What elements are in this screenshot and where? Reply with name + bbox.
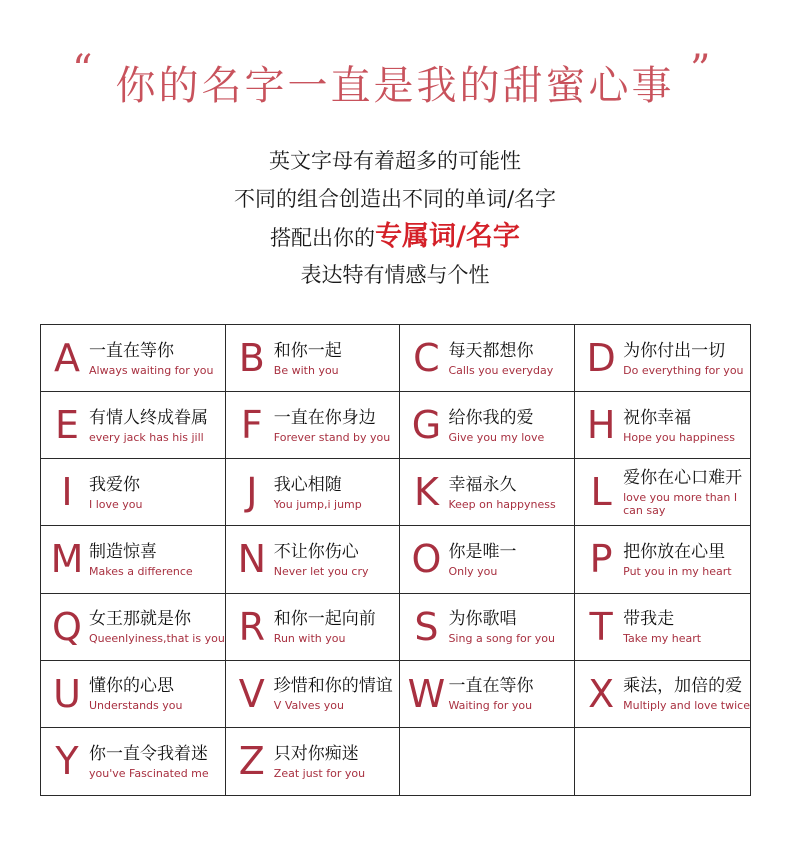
meaning-english: Hope you happiness	[623, 430, 736, 444]
meaning-english: Only you	[448, 564, 498, 578]
meaning-english: Multiply and love twice	[623, 699, 750, 713]
letter-cell-n	[226, 526, 401, 593]
meaning-chinese: 我心相随	[273, 474, 342, 495]
meaning-english: every jack has his jill	[89, 430, 204, 444]
meaning-chinese: 珍惜和你的情谊	[273, 676, 393, 697]
meaning-english: love you more than I can say	[623, 491, 738, 518]
page-title: 你的名字一直是我的甜蜜心事	[115, 63, 675, 109]
letter-glyph: U	[53, 671, 81, 716]
meaning-chinese: 和你一起向前	[273, 609, 376, 630]
letter-glyph: F	[240, 403, 263, 448]
meaning-english: Take my heart	[623, 632, 702, 646]
letter-glyph: E	[54, 403, 79, 448]
letter-glyph: T	[589, 604, 613, 649]
meaning-chinese: 只对你痴迷	[273, 743, 359, 764]
letter-cell-e	[41, 392, 226, 459]
letter-glyph: D	[586, 336, 616, 381]
meaning-english: You jump,i jump	[273, 497, 362, 511]
letter-cell-b	[226, 325, 401, 392]
letter-cell-l	[575, 459, 750, 526]
letter-glyph: X	[588, 671, 615, 716]
letter-cell-g	[400, 392, 575, 459]
meaning-chinese: 给你我的爱	[448, 407, 534, 428]
meaning-chinese: 每天都想你	[448, 340, 534, 361]
meaning-chinese: 爱你在心口难开	[623, 468, 743, 489]
meaning-english: V Valves you	[273, 699, 345, 713]
meaning-english: Makes a difference	[89, 564, 193, 578]
letter-cell-i	[41, 459, 226, 526]
meaning-english: Never let you cry	[273, 564, 369, 578]
letter-cell-t	[575, 594, 750, 661]
letter-glyph: K	[413, 470, 439, 515]
letter-glyph: M	[50, 537, 84, 582]
letter-glyph: Z	[238, 739, 265, 784]
meaning-chinese: 为你歌唱	[448, 609, 517, 630]
meaning-chinese: 一直在你身边	[273, 407, 376, 428]
letter-cell-c	[400, 325, 575, 392]
empty-cell	[400, 728, 575, 795]
meaning-chinese: 幸福永久	[448, 474, 517, 495]
meaning-english: Zeat just for you	[273, 766, 366, 780]
letter-cell-s	[400, 594, 575, 661]
letter-cell-q	[41, 594, 226, 661]
letter-cell-d	[575, 325, 750, 392]
letter-glyph: P	[589, 537, 613, 582]
meaning-chinese: 制造惊喜	[89, 541, 157, 562]
letter-cell-x	[575, 661, 750, 728]
intro-line-3	[0, 218, 790, 256]
letter-glyph: Y	[55, 739, 79, 784]
letter-cell-p	[575, 526, 750, 593]
intro-line-4: 表达特有情感与个性	[300, 263, 490, 287]
letter-glyph: N	[237, 537, 267, 582]
meaning-english: Calls you everyday	[448, 363, 554, 377]
meaning-english: you've Fascinated me	[89, 766, 209, 780]
meaning-english: Sing a song for you	[448, 632, 555, 646]
letter-glyph: B	[238, 336, 265, 381]
letter-glyph: H	[586, 403, 616, 448]
meaning-chinese: 一直在等你	[89, 340, 174, 361]
meaning-english: Always waiting for you	[89, 363, 214, 377]
meaning-english: Understands you	[89, 699, 183, 713]
letter-glyph: G	[411, 403, 442, 448]
letter-cell-o	[400, 526, 575, 593]
letter-glyph: J	[246, 470, 258, 515]
letter-cell-k	[400, 459, 575, 526]
letter-meaning-grid	[40, 324, 751, 796]
meaning-chinese: 你是唯一	[448, 541, 517, 562]
intro-line-3-prefix: 搭配出你的	[270, 226, 376, 250]
letter-glyph: A	[54, 336, 80, 381]
meaning-chinese: 为你付出一切	[623, 340, 726, 361]
letter-glyph: W	[407, 671, 446, 716]
meaning-chinese: 一直在等你	[448, 676, 534, 697]
letter-cell-j	[226, 459, 401, 526]
letter-glyph: V	[238, 671, 265, 716]
meaning-english: I love you	[89, 497, 143, 511]
intro-text	[0, 142, 790, 294]
letter-cell-f	[226, 392, 401, 459]
letter-cell-w	[400, 661, 575, 728]
letter-glyph: C	[413, 336, 440, 381]
meaning-chinese: 你一直令我着迷	[89, 743, 208, 764]
open-quote-mark: “	[72, 47, 93, 93]
letter-glyph: O	[411, 537, 442, 582]
meaning-chinese: 我爱你	[89, 474, 140, 495]
letter-cell-v	[226, 661, 401, 728]
letter-cell-z	[226, 728, 401, 795]
meaning-chinese: 女王那就是你	[89, 609, 191, 630]
meaning-english: Forever stand by you	[273, 430, 391, 444]
letter-cell-a	[41, 325, 226, 392]
letter-glyph: L	[590, 470, 612, 515]
meaning-chinese: 乘法，加倍的爱	[623, 676, 743, 697]
letter-glyph: R	[238, 604, 265, 649]
intro-line-2: 不同的组合创造出不同的单词/名字	[233, 187, 557, 211]
letter-cell-u	[41, 661, 226, 728]
letter-cell-m	[41, 526, 226, 593]
meaning-english: Keep on happyness	[448, 497, 556, 511]
meaning-english: Be with you	[273, 363, 339, 377]
meaning-chinese: 带我走	[623, 609, 675, 630]
intro-line-1: 英文字母有着超多的可能性	[269, 149, 521, 173]
empty-cell	[575, 728, 750, 795]
meaning-chinese: 不让你伤心	[273, 541, 359, 562]
meaning-english: Give you my love	[448, 430, 545, 444]
meaning-chinese: 和你一起	[273, 340, 342, 361]
meaning-chinese: 把你放在心里	[623, 541, 726, 562]
meaning-english: Do everything for you	[623, 363, 744, 377]
meaning-english: Run with you	[273, 632, 346, 646]
meaning-english: Queenlyiness,that is you	[89, 632, 225, 646]
meaning-english: Put you in my heart	[623, 564, 732, 578]
meaning-english: Waiting for you	[448, 699, 533, 713]
letter-glyph: Q	[52, 604, 82, 649]
intro-highlight: 专属词/名字	[375, 221, 520, 252]
letter-cell-r	[226, 594, 401, 661]
meaning-chinese: 祝你幸福	[623, 407, 692, 428]
meaning-chinese: 有情人终成眷属	[89, 407, 208, 428]
close-quote-mark: ”	[690, 47, 711, 93]
letter-cell-h	[575, 392, 750, 459]
letter-glyph: S	[414, 604, 439, 649]
letter-cell-y	[41, 728, 226, 795]
meaning-chinese: 懂你的心思	[89, 676, 174, 697]
letter-glyph: I	[61, 470, 73, 515]
